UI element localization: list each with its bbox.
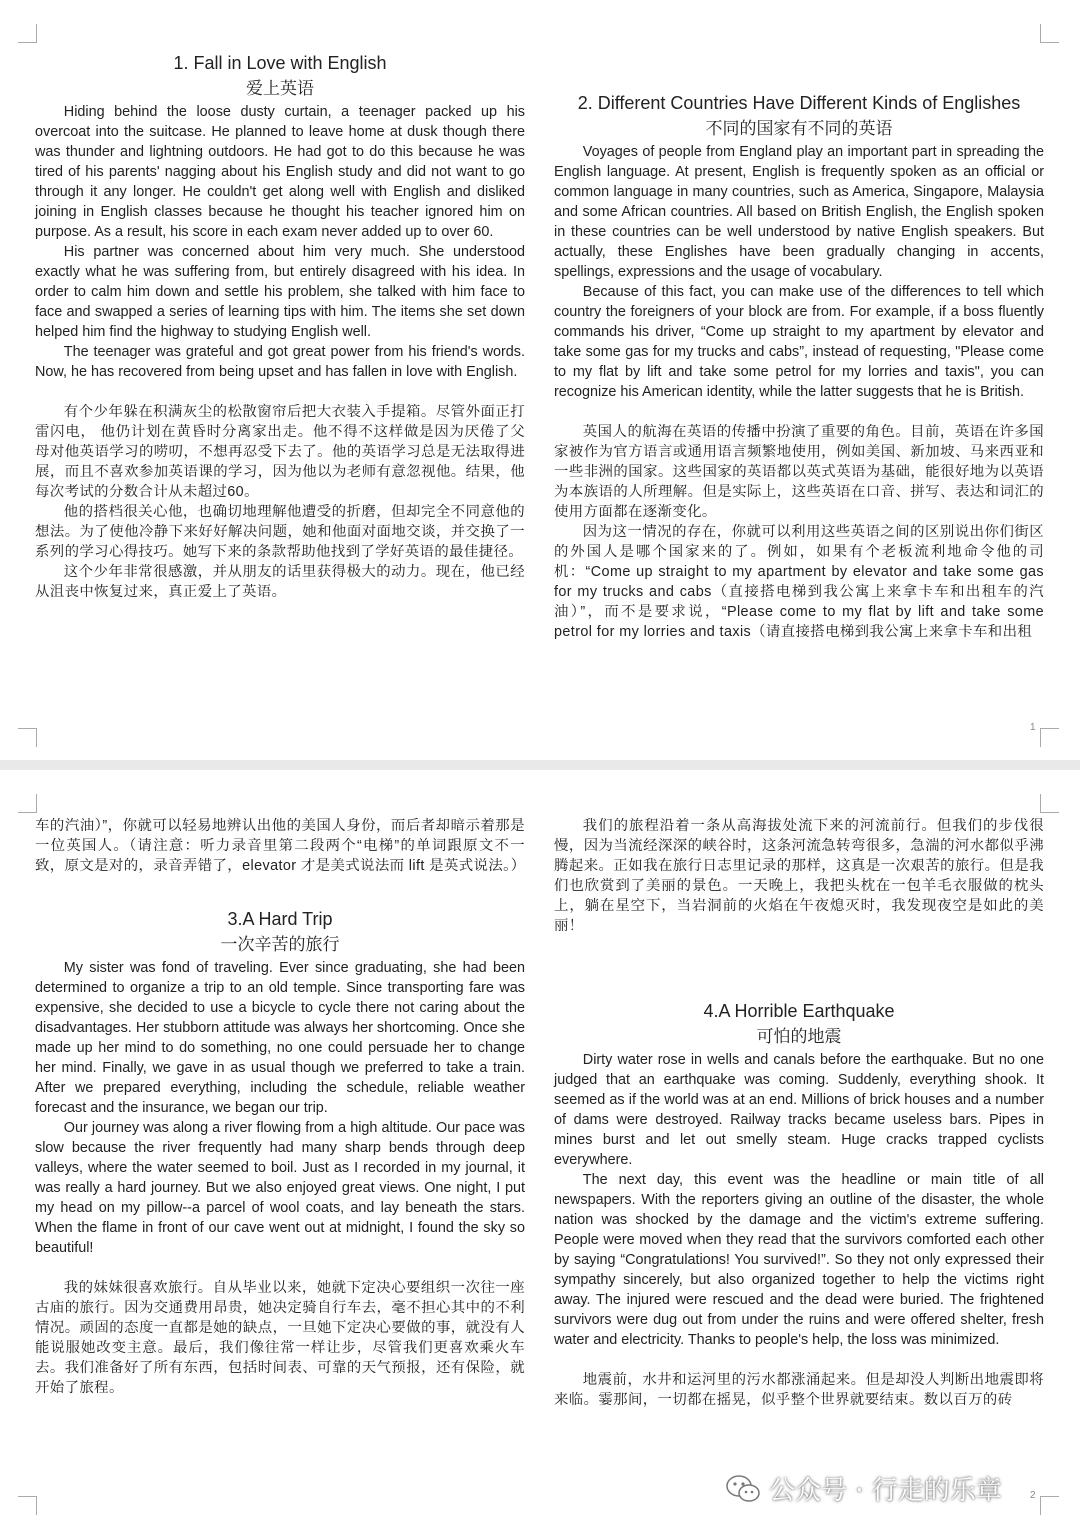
zh-paragraph: 英国人的航海在英语的传播中扮演了重要的角色。目前，英语在许多国家被作为官方语言或通用语言频繁地使用，例如美国、新加坡、马来西亚和一些非洲的国家。这些国家的英语都以英式英语为基础，能很好地为以英语为本族语的人所理解。但是实际上，这些英语在口音、拼写、表达和词汇的使用方面都在逐渐变化。 [554,424,1044,520]
article-title-en: 2. Different Countries Have Different Kinds of Englishes [577,93,1021,113]
zh-paragraph: 地震前，水井和运河里的污水都涨涌起来。但是却没人判断出地震即将来临。霎那间，一切都在摇晃，似乎整个世界就要结束。数以百万的砖 [554,1372,1044,1408]
crop-mark [1040,24,1059,43]
zh-paragraph: 这个少年非常很感激，并从朋友的话里获得极大的动力。现在，他已经从沮丧中恢复过来，真正爱上了英语。 [35,564,525,600]
article-1 [35,50,525,602]
crop-mark [18,24,37,43]
crop-mark [1040,794,1059,813]
zh-paragraph: 因为这一情况的存在，你就可以利用这些英语之间的区别说出你们街区的外国人是哪个国家来的了。例如，如果有个老板流利地命令他的司机：“Come up straight to my apartment by elevator and take some gas for my trucks and cabs（直接搭电梯到我公寓上来拿卡车和出租车的汽油）”，而不是要求说，“Please come to my flat by lift and take some petrol for my lorries and taxis（请直接搭电梯到我公寓上来拿卡车和出租 [554,524,1044,640]
zh-paragraph: 他的搭档很关心他，也确切地理解他遭受的折磨，但却完全不同意他的想法。为了使他冷静下来好好解决问题，她和他面对面地交谈，并交换了一系列的学习心得技巧。她写下来的条款帮助他找到了学好英语的最佳捷径。 [35,504,525,560]
crop-mark [18,728,37,747]
document-page-2 [0,770,1080,1531]
crop-mark [1040,728,1059,747]
document-page-1 [0,0,1080,760]
article-4 [554,816,1044,1410]
en-paragraph: Voyages of people from England play an important part in spreading the English language. At present, English is frequently spoken as an official or common language in many countries, such as America, Singapore, Malaysia and some African countries. All based on British English, the English spoken in these countries can be well understood by native English speakers. But actually, these Englishes have been gradually changing in accents, spellings, expressions and the usage of vocabulary. [554,144,1044,280]
crop-mark [1040,1496,1059,1515]
article-title-en: 1. Fall in Love with English [173,53,387,73]
article-2 [554,90,1044,642]
page-number: 2 [1030,1490,1036,1501]
en-paragraph: Because of this fact, you can make use of the differences to tell which country the foreigners of your block are from. For example, if a boss fluently commands his driver, “Come up straight to my apartment by elevator and take some gas for my trucks and cabs”, instead of requesting, "Please come to my flat by lift and take some petrol for my lorries and taxis", you can recognize his American identity, while the latter suggests that he is British. [554,284,1044,400]
en-paragraph: My sister was fond of traveling. Ever since graduating, she had been determined to organize a trip to an old temple. Since transporting fare was expensive, she decided to use a bicycle to cycle there not caring about the disadvantages. Her stubborn attitude was always her shortcoming. Once she made up her mind to do something, no one could persuade her to change her mind. Finally, we gave in as usual though we preferred to take a train. After we prepared everything, including the schedule, reliable weather forecast and the insurance, we began our trip. [35,960,525,1116]
en-paragraph: Dirty water rose in wells and canals before the earthquake. But no one judged that an earthquake was coming. Suddenly, everything shook. It seemed as if the world was at an end. Millions of brick houses and a number of dams were destroyed. Railway tracks became useless bars. Pipes in mines burst and let out smelly steam. Huge cracks trapped cyclists everywhere. [554,1052,1044,1168]
watermark [725,1470,1002,1507]
wechat-icon [725,1474,761,1504]
en-paragraph: The teenager was grateful and got great power from his friend's words. Now, he has recovered from being upset and has fallen in love with English. [35,344,525,380]
article-title-en: 3.A Hard Trip [227,909,333,929]
en-paragraph: Our journey was along a river flowing from a high altitude. Our pace was slow because the river frequently had many sharp bends through deep valleys, where the water seemed to boil. Just as I recorded in my journal, it was really a hard journey. But we also enjoyed great views. One night, I put my head on my pillow--a parcel of wool coats, and lay beneath the stars. When the flame in front of our cave went out at midnight, I found the sky so beautiful! [35,1120,525,1256]
zh-paragraph: 车的汽油）”，你就可以轻易地辨认出他的美国人身份，而后者却暗示着那是一位英国人。（请注意：听力录音里第二段两个“电梯”的单词跟原文不一致，原文是对的，录音弄错了，elevator 才是美式说法而 lift 是英式说法。） [35,818,526,874]
crop-mark [18,794,37,813]
article-title-zh: 不同的国家有不同的英语 [705,119,893,138]
zh-paragraph: 有个少年躲在积满灰尘的松散窗帘后把大衣装入手提箱。尽管外面正打雷闪电， 他仍计划在黄昏时分离家出走。他不得不这样做是因为厌倦了父母对他英语学习的唠叨，不想再忍受下去了。他的英语学习总是无法取得进展，而且不喜欢参加英语课的学习，因为他以为老师有意忽视他。结果，他每次考试的分数合计从未超过60。 [35,404,525,500]
article-title-en: 4.A Horrible Earthquake [703,1001,895,1021]
crop-mark [18,1496,37,1515]
article-3 [35,816,525,1398]
article-title-zh: 爱上英语 [246,79,314,98]
article-title-zh: 可怕的地震 [756,1027,842,1046]
watermark-text: 公众号 · 行走的乐章 [769,1476,1002,1506]
en-paragraph: The next day, this event was the headline or main title of all newspapers. With the reporters giving an outline of the disaster, the whole nation was shocked by the damage and the victim's extreme suffering. People were moved when they read that the survivors comforted each other by saying “Congratulations! You survived!”. So they not only expressed their sympathy sincerely, but also organized together to help the victims right away. The injured were rescued and the dead were buried. The frightened survivors were dug out from under the ruins and were offered shelter, fresh water and electricity. Thanks to people's help, the loss was minimized. [554,1172,1044,1348]
page-number: 1 [1030,722,1036,733]
article-title-zh: 一次辛苦的旅行 [220,935,340,954]
en-paragraph: His partner was concerned about him very much. She understood exactly what he was suffering from, but entirely disagreed with his idea. In order to calm him down and settle his problem, she talked with him face to face and swapped a series of learning tips with him. The items she set down helped him find the highway to studying English well. [35,244,525,340]
zh-paragraph: 我们的旅程沿着一条从高海拔处流下来的河流前行。但我们的步伐很慢，因为当流经深深的峡谷时，这条河流急转弯很多，急湍的河水都似乎沸腾起来。正如我在旅行日志里记录的那样，这真是一次艰苦的旅行。但是我们也欣赏到了美丽的景色。一天晚上，我把头枕在一包羊毛衣服做的枕头上，躺在星空下，当岩洞前的火焰在午夜熄灭时，我发现夜空是如此的美丽！ [554,818,1044,934]
zh-paragraph: 我的妹妹很喜欢旅行。自从毕业以来，她就下定决心要组织一次往一座古庙的旅行。因为交通费用昂贵，她决定骑自行车去，毫不担心其中的不利情况。顽固的态度一直都是她的缺点，一旦她下定决心要做的事，就没有人能说服她改变主意。最后，我们像往常一样让步，尽管我们更喜欢乘火车去。我们准备好了所有东西，包括时间表、可靠的天气预报，还有保险，就开始了旅程。 [35,1280,525,1396]
en-paragraph: Hiding behind the loose dusty curtain, a teenager packed up his overcoat into the suitcase. He planned to leave home at dusk though there was thunder and lightning outdoors. He had got to do this because he was tired of his parents' nagging about his English study and did not want to go through it any longer. He couldn't get along well with English and disliked joining in English classes because he thought his teacher ignored him on purpose. As a result, his score in each exam never added up to over 60. [35,104,525,240]
